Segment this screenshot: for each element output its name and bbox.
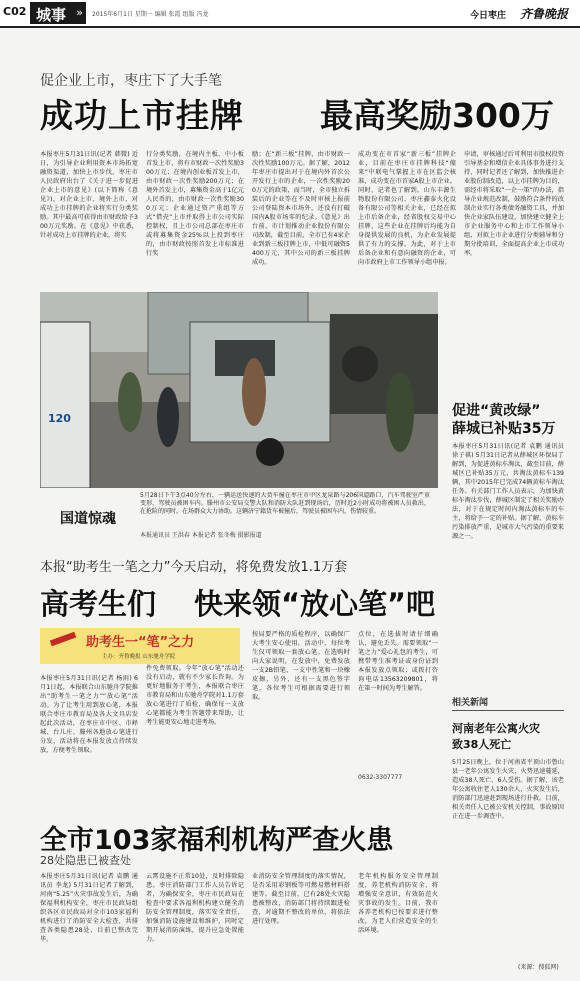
story1-headline-a: 成功上市挂牌	[40, 96, 244, 135]
side1-headline-b: 薛城已补贴35万	[452, 421, 556, 437]
related-headline-a: 河南老年公寓火灾	[452, 722, 540, 735]
photo-caption-body: 5月28日下午3点40分左右，一辆运送快递的大货车撞在枣庄市中区龙泉路与206国道路口，汽车驾驶室严重变形，驾驶员被困车内。滕州市公安局交警大队和消防大队赶到现场后，历时近2小时成功将被困人员救出，在抢险的同时，在场群众大力协助。这辆济宁籍货车被撞后，驾驶员被困车内，伤情较重。	[140, 492, 430, 515]
ambulance-number: 120	[48, 412, 71, 425]
accident-photo	[40, 292, 438, 488]
chevron-right-icon: »	[76, 6, 83, 19]
story3-col-2: 云霄设施不正常10处，及时排除隐患。枣庄消防部门工作人员告诉记者，为确保安全，枣庄市民政局在检查中要求各福利机构建立健全消防安全管理制度，落实安全责任，加强消防设施建设和维护，同时定期开展消防演练，提升应急处置能力。	[146, 873, 244, 943]
campaign-logo-title: 助考生一“笔”之力	[86, 635, 195, 650]
story2-col-1: 本报枣庄5月31日讯(记者 杨雨) 6月1日起，本报联合山东驰舟学院推出“助考生一笔之力”“放心笔”活动。为了让考生用到放心笔，本报联合枣庄市教育局及各大文具店发起此次活动，在枣庄市中区、市峄城、台儿庄、滕州各地放心笔进行分发，活动将在本报发放点持续发放，方便考生领取。	[40, 675, 138, 754]
story1-col-3: 励；在“新三板”挂牌，由市财政一次性奖励100万元。据了解，2012年枣庄市提出对于在境内外首次公开发行上市的企业，一次性奖励200万元的政策，而当时，全市独立拆装后的企业等在不及时审核上报前公司登陆资本市场外，还没有打破国内A股市场零的纪录。《意见》出台前，市计划推动企业股份有限公司改制，截至目前，全市已有4家企业到新三板挂牌上市，中低可融资5400万元，其中公司的新三板挂牌成功。	[252, 151, 350, 266]
story1-col-1: 本报枣庄5月31日讯(记者 韩微) 近日，为引导企业利用资本市场拓宽融资渠道，加快上市步伐，枣庄市人民政府出台了《关于进一步促进企业上市的意见》(以下简称《意见》)，对企业上市、境外上市、对成功上市挂牌的企业将实行分类奖励。其中最高可获得由市财政给予300万元奖励。在《意见》中获悉，针对成功上市挂牌的企业，将实	[40, 151, 138, 239]
page-number: C02	[3, 5, 27, 18]
photo-caption-title-display: 国道惊魂	[60, 511, 116, 527]
story3-col-1: 本报枣庄5月31日讯(记者 袁鹏 通讯员 李龙) 5月31日记者了解到，河南“5.25”火灾事故发生后，为确保福利机构安全，枣庄市民政局组织各区市民政局对全市103家福利机构进行了消防安全大检查，共排查各类隐患28处，目前已整改完毕。	[40, 873, 138, 943]
date-line: 2015年6月1日 星期一 编辑 张霞 组版 冯龙	[92, 11, 209, 18]
accident-scene-image	[40, 292, 438, 488]
story2-headline-b: 快来领“放心笔”吧	[194, 587, 436, 621]
story1-col-2: 行分类奖励，在境内主板、中小板首发上市，将有市财政一次性奖励300万元；在境内创业板首发上市，由市财政一次性奖励200万元；在境外首发上市，募集资金高于1亿元人民币的，由市财政一次性奖励300万元；企业通过资产重组等方式“借壳”上市并取得上市公司实际控制权，且上市公司总部在枣庄市或将募集资金25%以上投到枣庄的，由市财政按照首发上市标准进行奖	[146, 151, 244, 257]
related-source: (来源：搜狐网)	[518, 964, 559, 971]
pencil-icon	[50, 632, 76, 647]
section-badge	[30, 2, 86, 24]
related-headline-b: 致38人死亡	[452, 738, 512, 751]
story2-col-3: 按局要严格的质检程序，以确保广大考生安心使用，活动中，每位考生仅可领取一套放心笔。在选购时向大家说明，在发放中，免费发放一支2B铅笔、一支中性笔和一块橡皮擦，另外，还有一支黑色签字笔，各位考生可根据需要进行领取。	[252, 631, 350, 701]
story2-col-2: 件免费领取。今年“放心笔”活动还没有启动，就有不少家长咨询。为更好地服务于考生，本报联合枣庄市教育局和山东驰舟学院对1.1万套放心笔进行了质检，确保每一支放心笔都能为考生答题带来帮助，让考生能更安心地走进考场。	[146, 665, 244, 726]
photo-credit: 本报通讯员 王洪春 本报记者 张冬梅 摄影报道	[140, 532, 262, 539]
masthead-right: 今日枣庄	[470, 11, 507, 21]
campaign-logo-sub: 主办：齐鲁晚报 山东驰舟学院	[102, 654, 176, 660]
masthead	[0, 0, 580, 28]
story2-kicker: 本报“助考生一笔之力”今天启动，将免费发放1.1万套	[40, 560, 348, 575]
story3-subhead: 28处隐患已被查处	[40, 854, 131, 867]
campaign-logo	[40, 628, 240, 664]
story3-col-3: 业消防安全管理制度的落实情况，是否采用彩钢板等可燃易燃材料搭建等。截至目前，已有28处火灾隐患被整改，消防部门将持续跟进检查，对逾期不整改的单位，将依法进行处理。	[252, 873, 350, 925]
story3-headline: 全市103家福利机构严查火患	[40, 825, 394, 856]
story1-col-5: 申请，审核通过后可利用市股权投资引导基金和增信企业具体事务进行支持，同时记者还了解到，加快推进企业股份制改造，以上市挂牌为目的，需经市将采取“一企一策”的办法，指导企业规范改制，鼓励符合条件的改制企业实行各类债务融资工具，并加快企业家队伍建设，加快建立健全上市企业服务中心和上市工作领导小组，对拟上市企业进行分类辅导和分期分批培训，全面提高企业上市成功率。	[464, 151, 564, 257]
story2-col-4: 点位，在选拔时请仔细确认，避免丢失。需要领取“一笔之力”爱心礼包的考生，可携带考生准考证或身份证到本报发放点领取；或拨打咨询电话13563209801，将在第一时间为考生解答。	[358, 631, 438, 692]
side1-body: 本报枣庄5月31日讯(记者 袁鹏 通讯员 徐子祺) 5月31日记者从薛城区环保局了解到，为促进黄标车淘汰，截至目前，薛城区已补贴35万元，共淘汰黄标车139辆，其中2015年已完成74辆黄标车淘汰任务。有关部门工作人员表示，为加快黄标车淘汰步伐，薛城区制定了相关奖励办法，对于在规定时间内淘汰黄标车的车主，将给予一定的补贴。据了解，黄标车污染排放严重，是城市大气污染的重要来源之一。	[452, 443, 564, 540]
side1-headline-a: 促进“黄改绿”	[452, 403, 541, 419]
story1-headline-b: 最高奖励300万	[320, 96, 554, 135]
story1-kicker: 促企业上市，枣庄下了大手笔	[40, 73, 222, 89]
related-label: 相关新闻	[452, 695, 564, 711]
story1-col-4: 成功变在市首家“新三板”挂牌企业，目前在枣庄市挂牌科技“傻来”中联电气掌握上市在区监会核准，成功变在市首家A股上市企业。同时，记者也了解到，山东丰源生物股份有限公司、枣庄鑫泰火化设备有限公司等相关企业，已经在拟上市后备企业，经省股权交易中心挂牌，这些企业在挂牌后均能为自身提供发展的良机，为企业发展提供了有力的支撑。为此，对于上市后备企业和有意向融资的企业，可向市政府上市工作领导小组申报。	[358, 151, 456, 266]
masthead-brand-logo: 齐鲁晚报	[520, 7, 569, 21]
story2-headline-a: 高考生们	[40, 587, 157, 621]
related-body: 5月25日晚上，位于河南省平顶山市鲁山县一老年公寓发生火灾，火势迅速蔓延，造成38人死亡、6人受伤。据了解，该老年公寓收住老人130余人，火灾发生后，消防部门迅速赶到现场进行扑救。目前，相关责任人已被公安机关控制，事故原因正在进一步调查中。	[452, 759, 564, 820]
section-title: 城事	[36, 6, 67, 24]
story2-hotline: 0632-3307777	[358, 774, 403, 781]
story3-col-4: 老年机构服务安全管理制度，养老机构消防安全、将增强安全意识，有效防范火灾事故的发生。目前，我市各养老机构已按要求进行整改，为老人们营造安全的生活环境。	[358, 873, 438, 934]
